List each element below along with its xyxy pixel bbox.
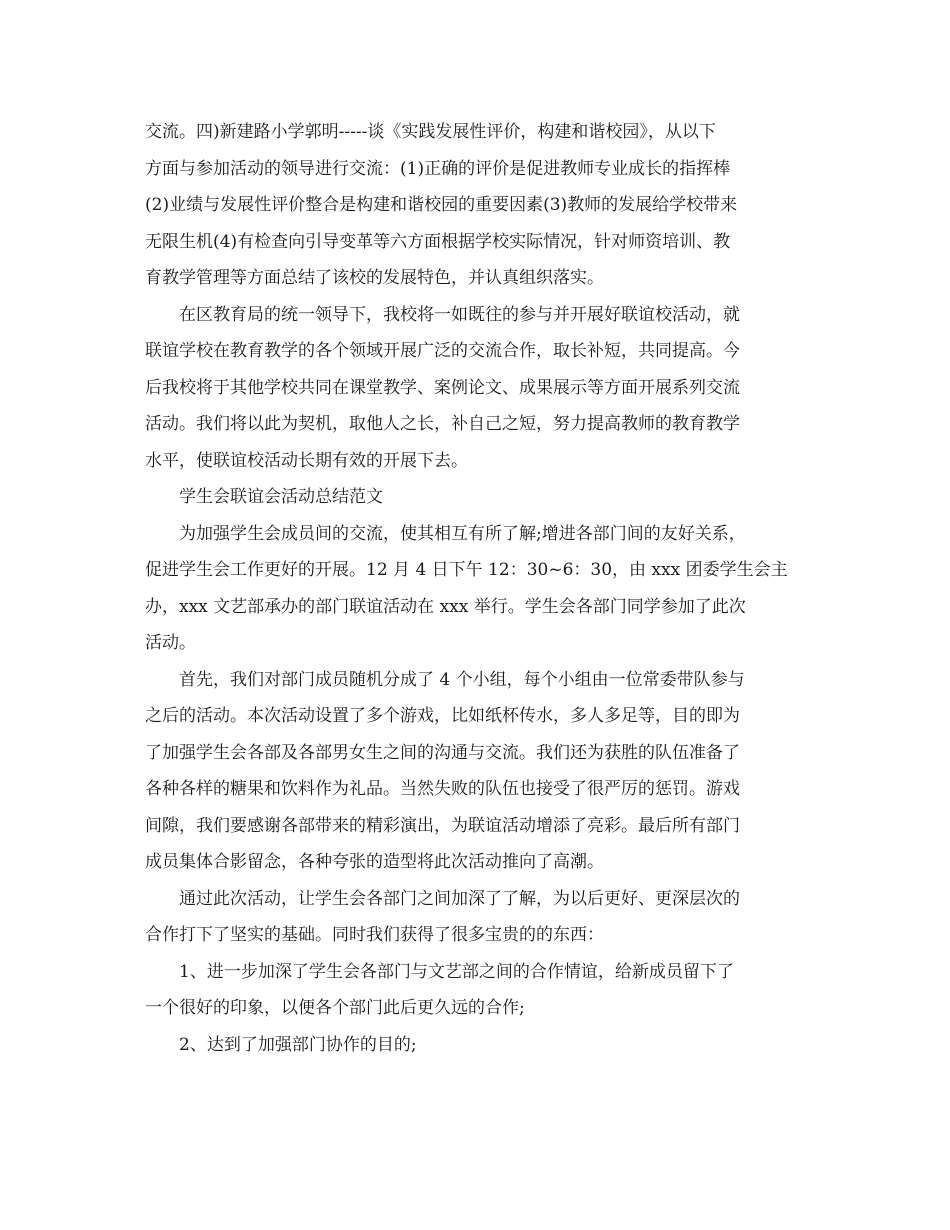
text-line: 交流。四)新建路小学郭明-----谈《实践发展性评价，构建和谐校园》，从以下 (145, 122, 716, 142)
text-line: 通过此次活动，让学生会各部门之间加深了了解，为以后更好、更深层次的 (179, 888, 740, 909)
text-line: 学生会联谊会活动总结范文 (179, 487, 383, 507)
text-line: 了加强学生会各部及各部男女生之间的沟通与交流。我们还为获胜的队伍准备了 (145, 742, 740, 763)
text-line: 无限生机(4)有检查向引导变革等六方面根据学校实际情况，针对师资培训、教 (145, 231, 731, 252)
text-line: 水平，使联谊校活动长期有效的开展下去。 (145, 450, 468, 471)
text-line: 促进学生会工作更好的开展。12 月 4 日下午 12：30~6：30，由 xxx 团委学生会主 (145, 560, 788, 580)
text-line: 活动。 (145, 633, 196, 653)
text-line: 办，xxx 文艺部承办的部门联谊活动在 xxx 举行。学生会各部门同学参加了此次 (145, 596, 746, 617)
document-body (145, 114, 805, 1063)
text-line: 间隙，我们要感谢各部带来的精彩演出，为联谊活动增添了亮彩。最后所有部门 (145, 815, 740, 836)
text-line: 之后的活动。本次活动设置了多个游戏，比如纸杯传水，多人多足等，目的即为 (145, 706, 740, 726)
text-line: 育教学管理等方面总结了该校的发展特色，并认真组织落实。 (145, 268, 604, 288)
text-line: 为加强学生会成员间的交流，使其相互有所了解;增进各部门间的友好关系， (179, 523, 746, 544)
text-line: 2、达到了加强部门协作的目的; (179, 1034, 417, 1055)
text-line: 后我校将于其他学校共同在课堂教学、案例论文、成果展示等方面开展系列交流 (145, 377, 740, 398)
text-line: 在区教育局的统一领导下，我校将一如既往的参与并开展好联谊校活动，就 (179, 304, 740, 325)
text-line: 一个很好的印象，以便各个部门此后更久远的合作; (145, 998, 525, 1018)
text-line: 1、进一步加深了学生会各部门与文艺部之间的合作情谊，给新成员留下了 (179, 961, 734, 982)
text-line: 合作打下了坚实的基础。同时我们获得了很多宝贵的的东西： (145, 925, 604, 945)
text-line: 联谊学校在教育教学的各个领域开展广泛的交流合作，取长补短，共同提高。今 (145, 341, 740, 361)
text-line: 方面与参加活动的领导进行交流：(1)正确的评价是促进教师专业成长的指挥棒 (145, 158, 731, 179)
text-line: (2)业绩与发展性评价整合是构建和谐校园的重要因素(3)教师的发展给学校带来 (145, 195, 738, 215)
text-line: 活动。我们将以此为契机，取他人之长，补自己之短，努力提高教师的教育教学 (145, 414, 740, 434)
text-line: 首先，我们对部门成员随机分成了 4 个小组，每个小组由一位常委带队参与 (179, 669, 745, 690)
text-line: 成员集体合影留念，各种夸张的造型将此次活动推向了高潮。 (145, 852, 604, 872)
text-line: 各种各样的糖果和饮料作为礼品。当然失败的队伍也接受了很严厉的惩罚。游戏 (145, 779, 740, 799)
